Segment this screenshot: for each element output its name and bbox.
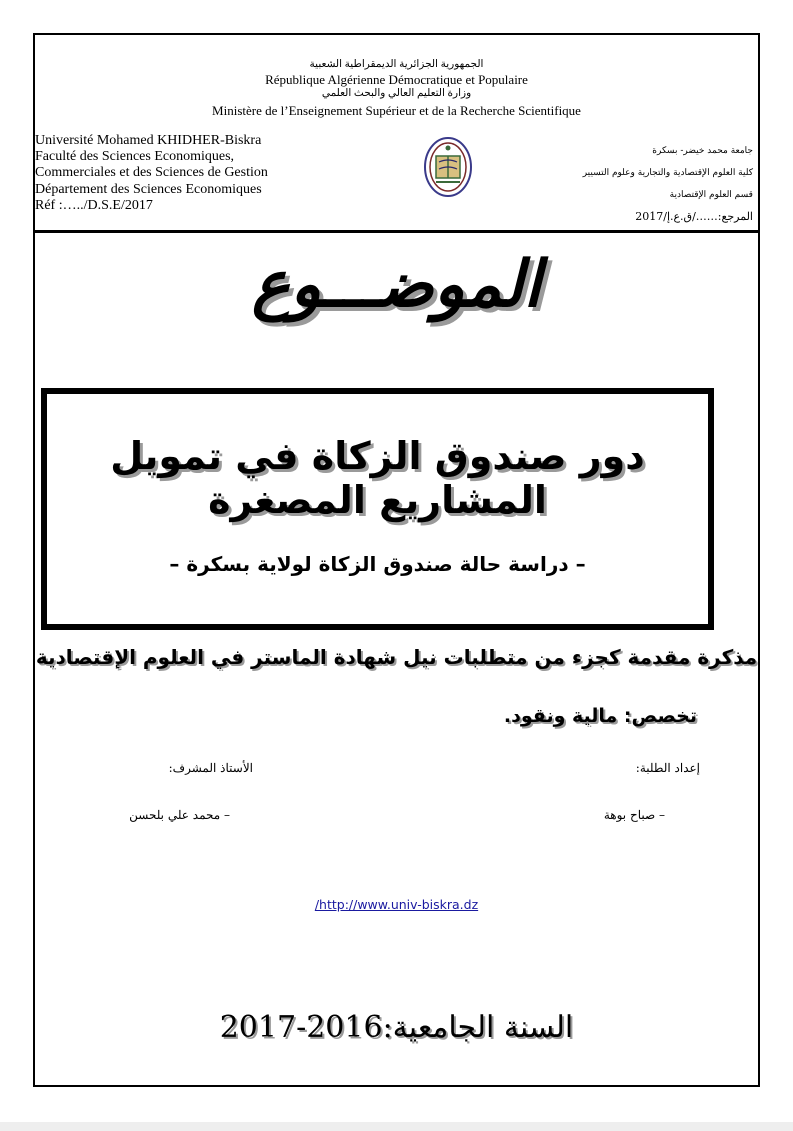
thesis-subtitle: – دراسة حالة صندوق الزكاة لولاية بسكرة – — [169, 552, 586, 576]
department-name-fr: Département des Sciences Economiques — [35, 181, 262, 197]
supervisor-name: – محمد علي بلحسن — [129, 808, 230, 822]
supervisor-label: الأستاذ المشرف: — [168, 761, 253, 775]
ministry-french: Ministère de l’Enseignement Supérieur et de la Recherche Scientifique — [212, 103, 581, 118]
faculty-name-ar: كلية العلوم الإقتصادية والتجارية وعلوم التسيير — [582, 168, 753, 178]
republic-arabic: الجمهورية الجزائرية الديمقراطية الشعبية — [309, 59, 484, 70]
university-emblem-icon — [423, 136, 473, 198]
university-info-french — [35, 133, 305, 214]
department-name-ar: قسم العلوم الإقتصادية — [669, 190, 753, 200]
university-info-arabic — [513, 140, 753, 228]
reference-fr: Réf :…../D.S.E/2017 — [35, 197, 153, 213]
page-bottom-band — [0, 1122, 793, 1131]
header-divider — [35, 230, 758, 233]
specialty: تخصص: مالية ونقود. — [503, 705, 697, 727]
student-name: – صباح بوهة — [603, 808, 665, 822]
thesis-title-box — [41, 388, 714, 630]
thesis-title: دور صندوق الزكاة في تمويل المشاريع المصغرة — [110, 434, 645, 522]
faculty-name-fr-cont: Commerciales et des Sciences de Gestion — [35, 165, 268, 181]
subject-heading: الموضـــوع — [251, 248, 542, 322]
university-name-fr: Université Mohamed KHIDHER-Biskra — [35, 133, 262, 148]
republic-french: République Algérienne Démocratique et Populaire — [265, 72, 528, 87]
reference-ar: المرجع:……/ق.ع.إ/2017 — [635, 210, 753, 223]
ministry-arabic: وزارة التعليم العالي والبحث العلمي — [321, 88, 472, 99]
academic-year: السنة الجامعية:2016-2017 — [219, 1010, 574, 1045]
university-name-ar: جامعة محمد خيضر- بسكرة — [652, 146, 753, 156]
memo-statement: مذكرة مقدمة كجزء من متطلبات نيل شهادة الماستر في العلوم الإقتصادية — [35, 645, 758, 669]
faculty-name-fr: Faculté des Sciences Economiques, — [35, 149, 235, 165]
students-label: إعداد الطلبة: — [635, 761, 700, 775]
university-website-link[interactable]: /http://www.univ-biskra.dz — [314, 897, 479, 912]
